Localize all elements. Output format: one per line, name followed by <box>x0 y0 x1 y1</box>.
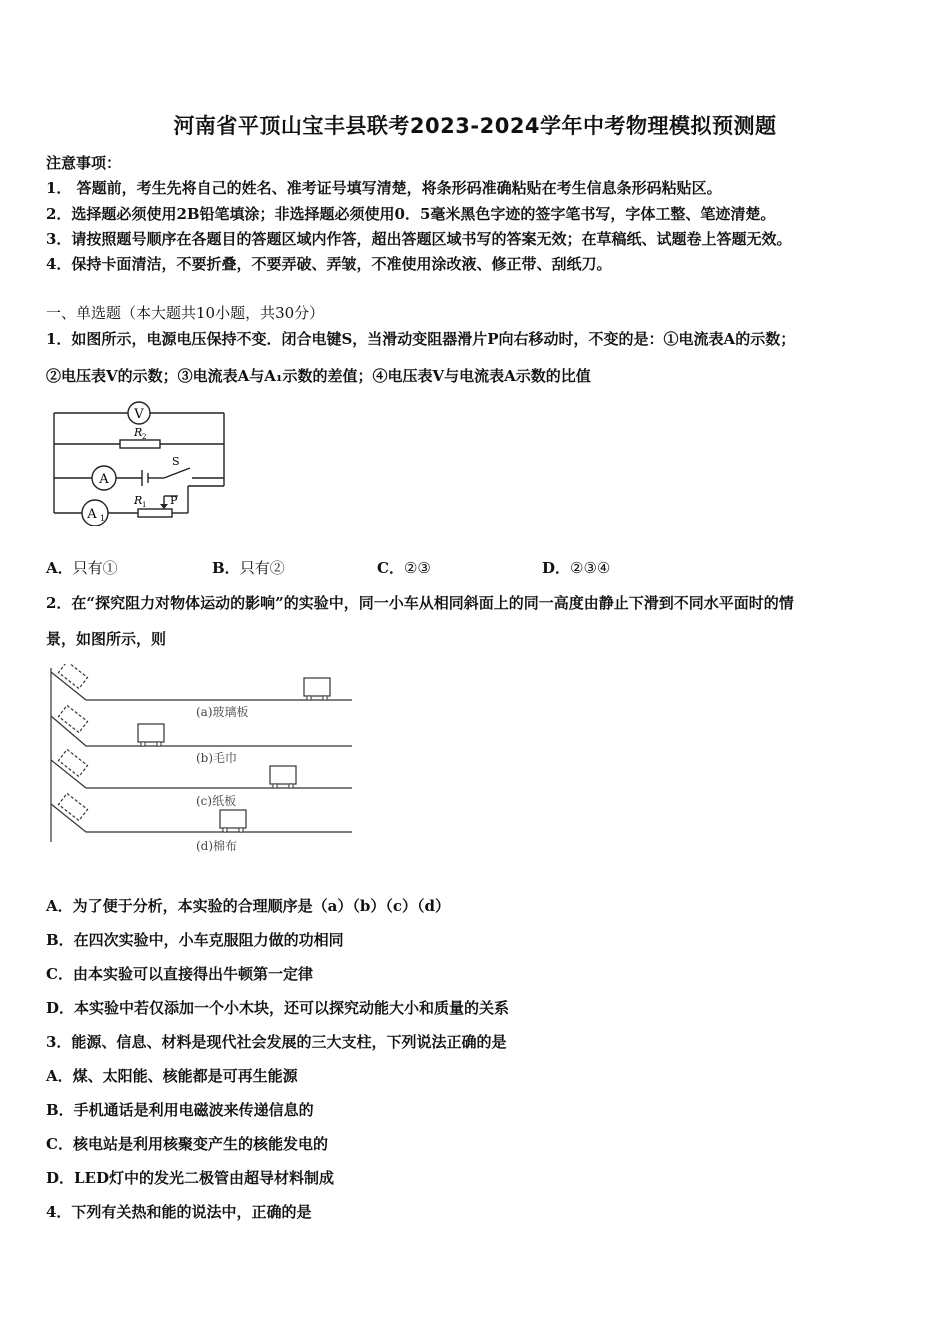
option-a: A．只有① <box>46 559 118 577</box>
option-c: C．②③ <box>377 559 431 577</box>
page-title: 河南省平顶山宝丰县联考2023-2024学年中考物理模拟预测题 <box>173 114 777 138</box>
slider-label: P <box>170 494 178 507</box>
q2-option-b: B．在四次实验中，小车克服阻力做的功相同 <box>46 931 344 949</box>
surface-label-b: (b)毛巾 <box>196 751 238 765</box>
r2-subscript: 2 <box>142 433 147 441</box>
q2-option-a: A．为了便于分析，本实验的合理顺序是（a）（b）（c）（d） <box>46 897 450 915</box>
question-2-stem: 2．在“探究阻力对物体运动的影响”的实验中，同一小车从相同斜面上的同一高度由静止下滑到不同水平面时的情 <box>46 594 794 612</box>
r1-subscript: 1 <box>142 501 147 509</box>
surface-label-d: (d)棉布 <box>196 839 238 853</box>
question-2-stem-cont: 景，如图所示，则 <box>46 630 167 648</box>
circuit-diagram <box>46 398 236 526</box>
surface-label-a: (a)玻璃板 <box>196 705 249 719</box>
switch-label: S <box>172 455 180 468</box>
r1-label: R <box>134 494 143 507</box>
option-b: B．只有② <box>212 559 285 577</box>
voltmeter-label: V <box>134 407 144 422</box>
r2-label: R <box>134 426 143 439</box>
q3-option-b: B．手机通话是利用电磁波来传递信息的 <box>46 1101 314 1119</box>
question-1-stem-cont: ②电压表V的示数；③电流表A与A₁示数的差值；④电压表V与电流表A示数的比值 <box>46 367 591 385</box>
q2-option-d: D．本实验中若仅添加一个小木块，还可以探究动能大小和质量的关系 <box>46 999 510 1017</box>
notice-item: 2．选择题必须使用2B铅笔填涂；非选择题必须使用0．5毫米黑色字迹的签字笔书写，字体工整、笔迹清楚。 <box>46 205 776 223</box>
q2-option-c: C．由本实验可以直接得出牛顿第一定律 <box>46 965 313 983</box>
ammeter1-label: A <box>87 507 97 522</box>
question-1-stem: 1．如图所示，电源电压保持不变．闭合电键S，当滑动变阻器滑片P向右移动时，不变的是：①电流表A的示数； <box>46 330 796 348</box>
notice-item: 1． 答题前，考生先将自己的姓名、准考证号填写清楚，将条形码准确粘贴在考生信息条形码粘贴区。 <box>46 179 722 197</box>
question-3-stem: 3．能源、信息、材料是现代社会发展的三大支柱，下列说法正确的是 <box>46 1033 507 1051</box>
ammeter-label: A <box>99 472 109 487</box>
ammeter1-subscript: 1 <box>100 514 106 523</box>
q3-option-a: A．煤、太阳能、核能都是可再生能源 <box>46 1067 298 1085</box>
notice-heading: 注意事项： <box>46 154 122 172</box>
q3-option-c: C．核电站是利用核聚变产生的核能发电的 <box>46 1135 328 1153</box>
surface-label-c: (c)纸板 <box>196 794 237 808</box>
question-4-stem: 4．下列有关热和能的说法中，正确的是 <box>46 1203 312 1221</box>
section-heading: 一、单选题（本大题共10小题，共30分） <box>46 304 325 322</box>
incline-diagram <box>46 664 356 860</box>
notice-item: 4．保持卡面清洁，不要折叠，不要弄破、弄皱，不准使用涂改液、修正带、刮纸刀。 <box>46 255 612 273</box>
notice-item: 3．请按照题号顺序在各题目的答题区域内作答，超出答题区域书写的答案无效；在草稿纸、试题卷上答题无效。 <box>46 230 792 248</box>
q3-option-d: D．LED灯中的发光二极管由超导材料制成 <box>46 1169 334 1187</box>
option-d: D．②③④ <box>542 559 611 577</box>
